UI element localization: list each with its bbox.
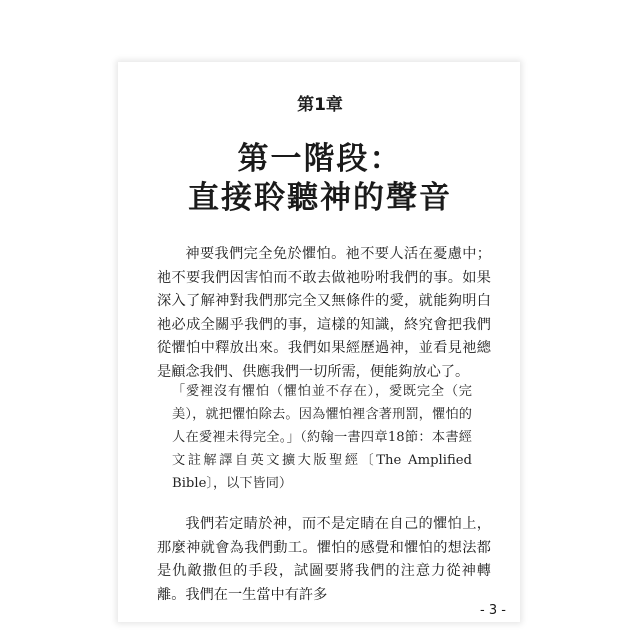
scripture-quote: 「愛裡沒有懼怕（懼怕並不存在），愛既完全（完美），就把懼怕除去。因為懼怕裡含著刑罰，懼怕的人在愛裡未得完全。」（約翰一書四章18節：本書經文註解譯自英文擴大版聖經〔The Amplified Bible〕，以下皆同） [172, 384, 472, 491]
body-paragraph-1: 神要我們完全免於懼怕。祂不要人活在憂慮中；祂不要我們因害怕而不敢去做祂吩咐我們的事。如果深入了解神對我們那完全又無條件的愛，就能夠明白祂必成全關乎我們的事，這樣的知識，終究會把我們從懼怕中釋放出來。我們如果經歷過神，並看見祂總是顧念我們、供應我們一切所需，便能夠放心了。 [157, 246, 491, 380]
chapter-label: 第1章 [297, 95, 343, 115]
chapter-title-line2: 直接聆聽神的聲音 [188, 180, 452, 216]
chapter-title-line1: 第一階段： [237, 141, 403, 177]
body-paragraph-2: 我們若定睛於神，而不是定睛在自己的懼怕上，那麼神就會為我們動工。懼怕的感覺和懼怕的想法都是仇敵撒但的手段，試圖要將我們的注意力從神轉離。我們在一生當中有許多 [157, 516, 491, 603]
page-number: - 3 - [480, 603, 506, 618]
